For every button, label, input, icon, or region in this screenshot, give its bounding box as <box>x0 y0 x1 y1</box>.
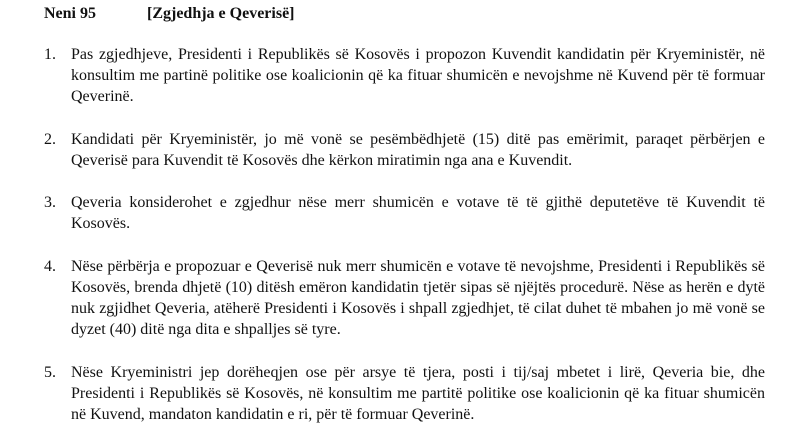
item-number: 2. <box>44 131 56 148</box>
item-text: Qeveria konsiderohet e zgjedhur nëse merr shumicën e votave të të gjithë deputetëve të Kuvendit të Kosovës. <box>71 194 765 232</box>
item-text: Kandidati për Kryeministër, jo më vonë se pesëmbëdhjetë (15) ditë pas emërimit, paraqet përbërjen e Qeverisë para Kuvendit të Kosovës dhe kërkon miratimin nga ana e Kuvendit. <box>71 131 765 169</box>
item-number: 5. <box>44 364 56 381</box>
list-item <box>44 44 765 107</box>
item-text: Nëse Kryeministri jep dorëheqjen ose për arsye të tjera, posti i tij/saj mbetet i lirë, Qeveria bie, dhe Presidenti i Republikës së Kosovës, në konsultim me partitë politike ose koalicionin që ka fituar shumicën në Kuvend, mandaton kandidatin e ri, për të formuar Qeverinë. <box>71 364 765 423</box>
article-title: [Zgjedhja e Qeverisë] <box>147 5 295 22</box>
list-item <box>44 129 765 171</box>
item-number: 1. <box>44 46 56 63</box>
article-number: Neni 95 <box>44 5 96 22</box>
list-item <box>44 362 765 425</box>
list-item <box>44 256 765 340</box>
list-item <box>44 192 765 234</box>
item-number: 3. <box>44 194 56 211</box>
item-number: 4. <box>44 258 56 275</box>
article-heading <box>44 4 295 24</box>
item-text: Pas zgjedhjeve, Presidenti i Republikës së Kosovës i propozon Kuvendit kandidatin për Kryeministër, në konsultim me partinë politike ose koalicionin që ka fituar shumicën e nevojshme në Kuvend për të formuar Qeverinë. <box>71 46 765 105</box>
item-text: Nëse përbërja e propozuar e Qeverisë nuk merr shumicën e votave të nevojshme, Presidenti i Republikës së Kosovës, brenda dhjetë (10) ditësh emëron kandidatin tjetër sipas së njëjtës procedurë. Nëse as herën e dytë nuk zgjidhet Qeveria, atëherë Presidenti i Kosovës i shpall zgjedhjet, të cilat duhet të mbahen jo më vonë se dyzet (40) ditë nga dita e shpalljes së tyre. <box>71 258 765 338</box>
